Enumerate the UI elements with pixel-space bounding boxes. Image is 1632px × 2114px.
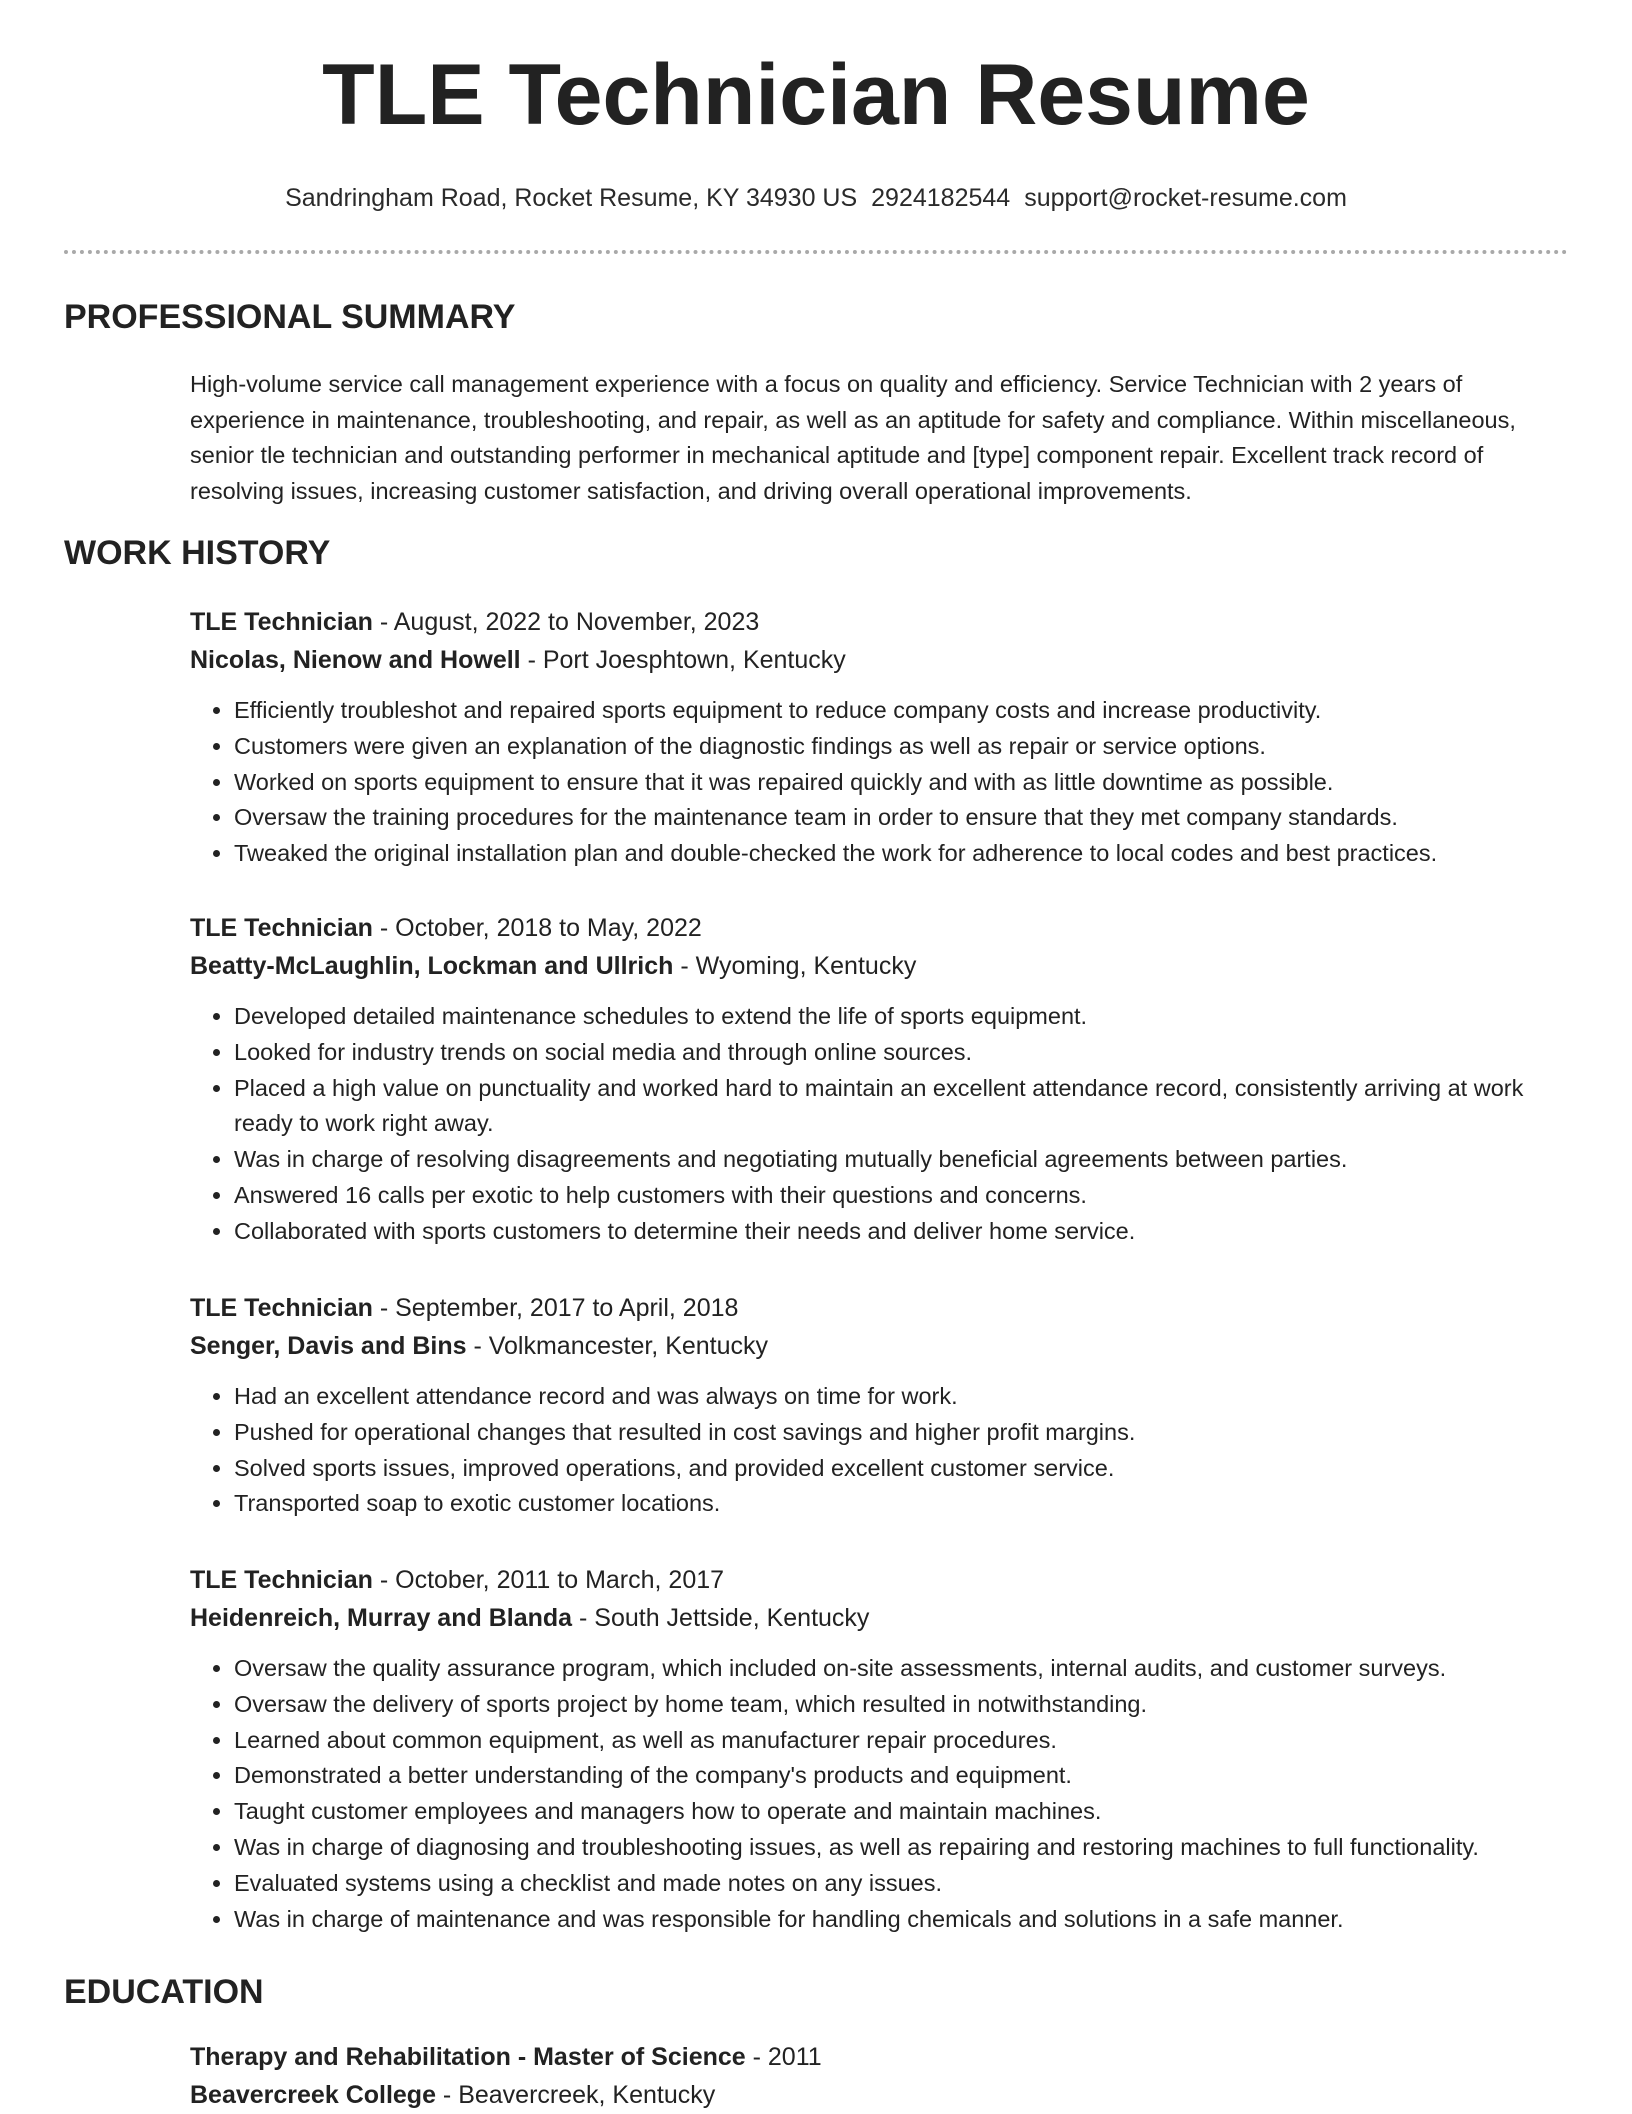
- job-dates: - October, 2011 to March, 2017: [372, 1566, 725, 1594]
- job-bullet: • Collaborated with sports customers to determine their needs and deliver home service.: [234, 1214, 1570, 1250]
- job-bullet: • Looked for industry trends on social media and through online sources.: [234, 1035, 1570, 1071]
- job-bullet: • Evaluated systems using a checklist and made notes on any issues.: [234, 1866, 1570, 1902]
- education-year: - 2011: [745, 2043, 822, 2071]
- job-title: TLE Technician: [190, 608, 373, 636]
- job-company: Nicolas, Nienow and Howell: [190, 646, 521, 674]
- job-dates: - August, 2022 to November, 2023: [372, 608, 760, 636]
- job-bullet: • Pushed for operational changes that resulted in cost savings and higher profit margins.: [234, 1415, 1570, 1451]
- job-company: Heidenreich, Murray and Blanda: [190, 1604, 573, 1632]
- job-bullet: • Was in charge of resolving disagreements and negotiating mutually beneficial agreements between parties.: [234, 1142, 1570, 1178]
- job-location: - Volkmancester, Kentucky: [466, 1332, 769, 1360]
- job-title: TLE Technician: [190, 914, 373, 942]
- job-company: Senger, Davis and Bins: [190, 1332, 467, 1360]
- job-bullet: • Oversaw the quality assurance program, which included on-site assessments, internal audits, and customer surveys.: [234, 1651, 1570, 1687]
- job-entry: [190, 1561, 1570, 1937]
- education-entry: [190, 2038, 1570, 2114]
- job-title-line: [190, 603, 1570, 641]
- contact-address: Sandringham Road, Rocket Resume, KY 34930 US: [285, 184, 858, 212]
- job-bullets: [190, 999, 1570, 1250]
- job-bullet: • Demonstrated a better understanding of the company's products and equipment.: [234, 1758, 1570, 1794]
- job-bullet: • Was in charge of diagnosing and troubleshooting issues, as well as repairing and restoring machines to full functionality.: [234, 1830, 1570, 1866]
- job-bullet: • Answered 16 calls per exotic to help customers with their questions and concerns.: [234, 1178, 1570, 1214]
- job-bullets: [190, 1379, 1570, 1522]
- job-location: - South Jettside, Kentucky: [572, 1604, 870, 1632]
- job-company-line: [190, 1599, 1570, 1637]
- job-entry: [190, 603, 1570, 872]
- summary-heading: PROFESSIONAL SUMMARY: [64, 298, 516, 336]
- job-bullet: • Taught customer employees and managers how to operate and maintain machines.: [234, 1794, 1570, 1830]
- job-company-line: [190, 641, 1570, 679]
- job-title-line: [190, 909, 1570, 947]
- education-degree-line: [190, 2038, 1570, 2076]
- job-title: TLE Technician: [190, 1566, 373, 1594]
- job-bullet: • Solved sports issues, improved operations, and provided excellent customer service.: [234, 1451, 1570, 1487]
- job-title-line: [190, 1289, 1570, 1327]
- job-company: Beatty-McLaughlin, Lockman and Ullrich: [190, 952, 674, 980]
- job-bullets: [190, 693, 1570, 872]
- job-dates: - October, 2018 to May, 2022: [372, 914, 702, 942]
- job-bullet: • Oversaw the training procedures for the maintenance team in order to ensure that they met company standards.: [234, 800, 1570, 836]
- job-location: - Port Joesphtown, Kentucky: [520, 646, 846, 674]
- summary-text: High-volume service call management experience with a focus on quality and efficiency. Service Technician with 2 years of experience in maintenance, troubleshooting, and repair, as well as an aptitude for safety and compliance. Within miscellaneous, senior tle technician and outstanding performer in mechanical aptitude and [type] component repair. Excellent track record of resolving issues, increasing customer satisfaction, and driving overall operational improvements.: [190, 371, 1516, 504]
- job-entry: [190, 1289, 1570, 1522]
- job-title: TLE Technician: [190, 1294, 373, 1322]
- education-location: - Beavercreek, Kentucky: [435, 2081, 716, 2109]
- job-entry: [190, 909, 1570, 1250]
- job-bullets: [190, 1651, 1570, 1937]
- job-bullet: • Placed a high value on punctuality and worked hard to maintain an excellent attendance record, consistently arriving at work ready to work right away.: [234, 1071, 1570, 1143]
- contact-phone: 2924182544: [871, 184, 1011, 212]
- job-dates: - September, 2017 to April, 2018: [372, 1294, 739, 1322]
- job-bullet: • Worked on sports equipment to ensure that it was repaired quickly and with as little downtime as possible.: [234, 765, 1570, 801]
- job-location: - Wyoming, Kentucky: [673, 952, 917, 980]
- work-history-heading: WORK HISTORY: [64, 534, 331, 572]
- education-degree: Therapy and Rehabilitation - Master of Science: [190, 2043, 746, 2071]
- education-heading: EDUCATION: [64, 1973, 264, 2011]
- job-bullet: • Was in charge of maintenance and was responsible for handling chemicals and solutions in a safe manner.: [234, 1902, 1570, 1938]
- job-bullet: • Oversaw the delivery of sports project by home team, which resulted in notwithstanding.: [234, 1687, 1570, 1723]
- education-school: Beavercreek College: [190, 2081, 436, 2109]
- job-bullet: • Developed detailed maintenance schedules to extend the life of sports equipment.: [234, 999, 1570, 1035]
- contact-line: [0, 184, 1632, 213]
- job-title-line: [190, 1561, 1570, 1599]
- job-bullet: • Had an excellent attendance record and was always on time for work.: [234, 1379, 1570, 1415]
- job-company-line: [190, 1327, 1570, 1365]
- job-bullet: • Transported soap to exotic customer locations.: [234, 1486, 1570, 1522]
- header-divider: [64, 250, 1568, 254]
- job-bullet: • Learned about common equipment, as well as manufacturer repair procedures.: [234, 1723, 1570, 1759]
- job-company-line: [190, 947, 1570, 985]
- job-bullet: • Customers were given an explanation of the diagnostic findings as well as repair or service options.: [234, 729, 1570, 765]
- resume-title: TLE Technician Resume: [322, 47, 1310, 143]
- education-school-line: [190, 2076, 1570, 2114]
- contact-email: support@rocket-resume.com: [1024, 184, 1347, 212]
- job-bullet: • Tweaked the original installation plan and double-checked the work for adherence to local codes and best practices.: [234, 836, 1570, 872]
- job-bullet: • Efficiently troubleshot and repaired sports equipment to reduce company costs and increase productivity.: [234, 693, 1570, 729]
